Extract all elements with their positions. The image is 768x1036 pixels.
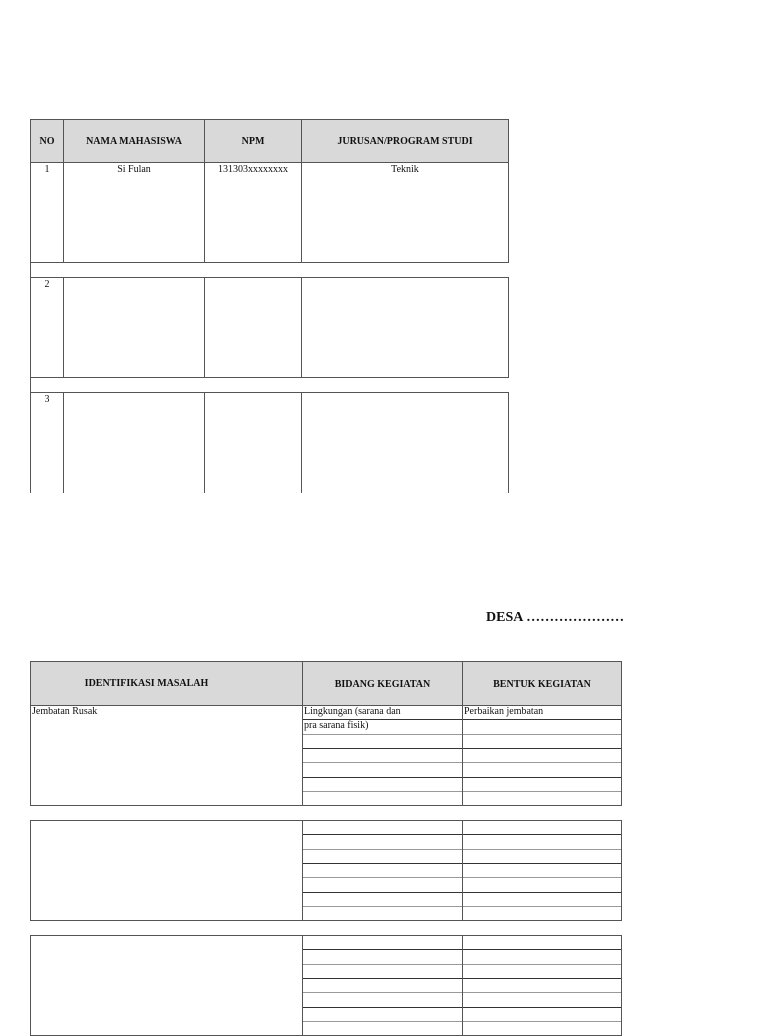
block-1-bentuk [462, 705, 622, 806]
sub-row-line [463, 877, 621, 878]
sub-row-line [463, 892, 621, 893]
header-jurusan: JURUSAN/PROGRAM STUDI [301, 119, 509, 163]
sub-row-line [303, 748, 462, 749]
bentuk-text: Perbaikan jembatan [464, 706, 544, 717]
sub-row-line [463, 719, 621, 720]
sub-row-line [463, 834, 621, 835]
sub-row-line [463, 906, 621, 907]
block-3-bentuk [462, 935, 622, 1036]
sub-row-line [303, 834, 462, 835]
sub-row-line [303, 719, 462, 720]
header-no: NO [30, 119, 64, 163]
row-1-npm: 131303xxxxxxxx [204, 162, 302, 263]
header-nama: NAMA MAHASISWA [63, 119, 205, 163]
sub-row-line [303, 877, 462, 878]
sub-row-line [463, 964, 621, 965]
sub-row-line [463, 762, 621, 763]
sub-row-line [303, 849, 462, 850]
block-3-masalah [30, 935, 303, 1036]
block-1-masalah [30, 705, 303, 806]
sub-row-line [303, 892, 462, 893]
block-1-bidang [302, 705, 463, 806]
block-3-bidang [302, 935, 463, 1036]
row-3-jurusan [301, 392, 509, 493]
block-2-bentuk [462, 820, 622, 921]
header-masalah: IDENTIFIKASI MASALAH [30, 661, 303, 706]
header-bentuk: BENTUK KEGIATAN [462, 661, 622, 706]
sub-row-line [463, 863, 621, 864]
sub-row-line [303, 863, 462, 864]
sub-row-line [303, 777, 462, 778]
row-1-nama: Si Fulan [63, 162, 205, 263]
header-bidang: BIDANG KEGIATAN [302, 661, 463, 706]
sub-row-line [303, 949, 462, 950]
row-3-no: 3 [30, 392, 64, 493]
sub-row-line [303, 1007, 462, 1008]
bidang-text-line-1: Lingkungan (sarana dan [304, 706, 401, 717]
sub-row-line [303, 1021, 462, 1022]
sub-row-line [303, 992, 462, 993]
sub-row-line [463, 734, 621, 735]
sub-row-line [463, 791, 621, 792]
sub-row-line [463, 949, 621, 950]
row-3-nama [63, 392, 205, 493]
sub-row-line [303, 906, 462, 907]
row-2-jurusan [301, 277, 509, 378]
sub-row-line [303, 964, 462, 965]
sub-row-line [463, 1021, 621, 1022]
block-2-bidang [302, 820, 463, 921]
header-npm: NPM [204, 119, 302, 163]
sub-row-line [303, 734, 462, 735]
bidang-text-line-2: pra sarana fisik) [304, 720, 369, 731]
desa-label: DESA ………………… [486, 610, 625, 625]
sub-row-line [463, 748, 621, 749]
sub-row-line [463, 978, 621, 979]
row-2-no: 2 [30, 277, 64, 378]
row-1-jurusan: Teknik [301, 162, 509, 263]
row-3-npm [204, 392, 302, 493]
sub-row-line [303, 978, 462, 979]
sub-row-line [463, 992, 621, 993]
sub-row-line [463, 1007, 621, 1008]
spacer-border [30, 262, 31, 277]
sub-row-line [303, 791, 462, 792]
row-1-no: 1 [30, 162, 64, 263]
spacer-border [30, 377, 31, 392]
row-2-nama [63, 277, 205, 378]
sub-row-line [463, 849, 621, 850]
sub-row-line [303, 762, 462, 763]
masalah-text: Jembatan Rusak [32, 706, 98, 717]
block-2-masalah [30, 820, 303, 921]
sub-row-line [463, 777, 621, 778]
row-2-npm [204, 277, 302, 378]
